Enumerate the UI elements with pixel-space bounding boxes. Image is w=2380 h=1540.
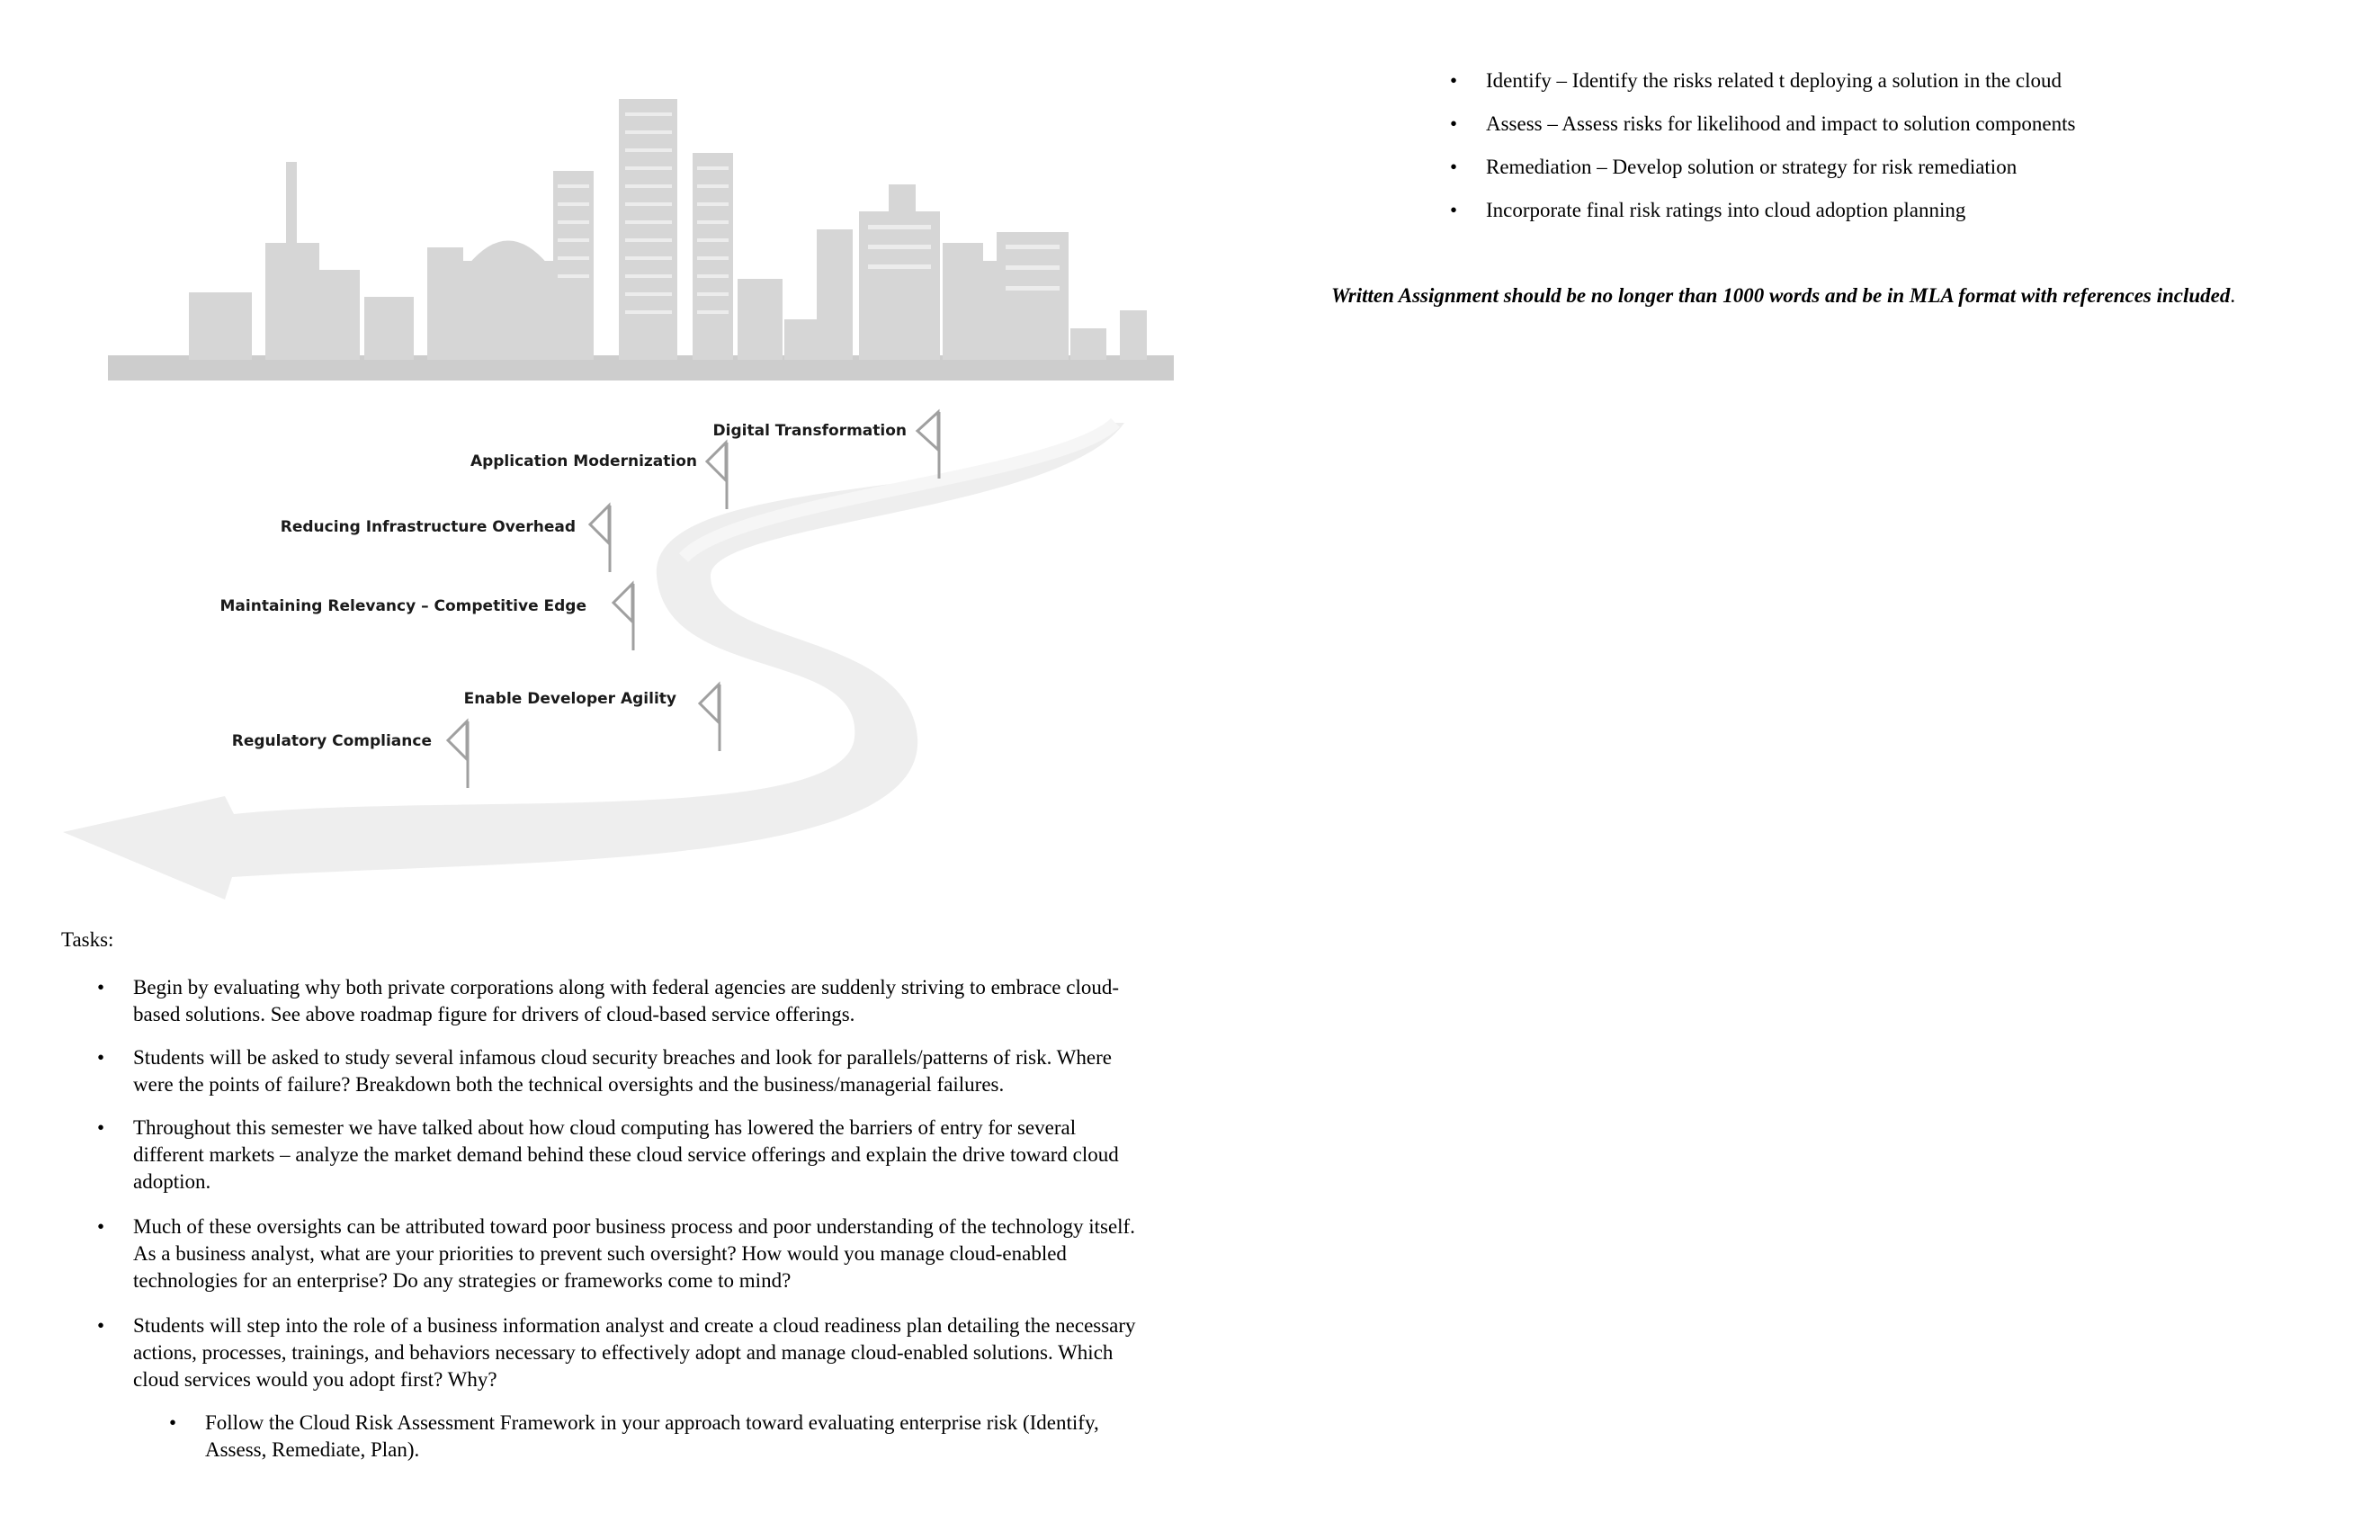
written-assignment-note-text: Written Assignment should be no longer than 1000 words and be in MLA format with references included	[1331, 284, 2231, 307]
task-item-text: Students will step into the role of a business information analyst and create a cloud readiness plan detailing the necessary actions, processes, trainings, and behaviors necessary to effectively adopt and manage cloud-enabled solutions. Which cloud services would you adopt first? Why?	[133, 1314, 1136, 1391]
flag-enable-developer-agility: Enable Developer Agility	[463, 690, 676, 708]
framework-item-text: Assess – Assess risks for likelihood and impact to solution components	[1486, 112, 2076, 135]
framework-item-text: Incorporate final risk ratings into cloud adoption planning	[1486, 199, 1966, 221]
task-item-2	[97, 1044, 1141, 1098]
bullet-icon: •	[97, 1314, 105, 1337]
bullet-icon: •	[169, 1411, 177, 1434]
flag-digital-transformation: Digital Transformation	[712, 422, 907, 440]
bullet-icon: •	[1450, 69, 1458, 92]
task-item-3	[97, 1115, 1141, 1195]
winding-road	[63, 423, 1124, 900]
task-item-text: Much of these oversights can be attributed toward poor business process and poor understanding of the technology itself. As a business analyst, what are your priorities to prevent such oversight? How would you manage cloud-enabled technologies for an enterprise? Do any strategies or frameworks come to mind?	[133, 1215, 1135, 1292]
framework-item-assess	[1450, 111, 2349, 138]
flag-maintaining-relevancy: Maintaining Relevancy – Competitive Edge	[219, 597, 586, 615]
bullet-icon: •	[1450, 112, 1458, 135]
bullet-icon: •	[1450, 156, 1458, 178]
task-item-text: Throughout this semester we have talked about how cloud computing has lowered the barriers of entry for several different markets – analyze the market demand behind these cloud service offerings and explain the drive toward cloud adoption.	[133, 1116, 1119, 1193]
flag-application-modernization: Application Modernization	[470, 452, 697, 470]
framework-item-text: Remediation – Develop solution or strategy for risk remediation	[1486, 156, 2018, 178]
bullet-icon: •	[97, 1116, 105, 1139]
roadmap-illustration	[0, 0, 1205, 945]
task-item-4	[97, 1213, 1141, 1294]
framework-item-text: Identify – Identify the risks related t deploying a solution in the cloud	[1486, 69, 2062, 92]
task-item-5	[97, 1312, 1141, 1393]
bullet-icon: •	[97, 976, 105, 998]
task-sub-item	[169, 1410, 1141, 1464]
flag-reducing-infrastructure-overhead: Reducing Infrastructure Overhead	[280, 518, 576, 536]
tasks-heading: Tasks:	[61, 928, 114, 951]
framework-item-remediation	[1450, 154, 2349, 181]
task-item-text: Begin by evaluating why both private corporations along with federal agencies are suddenly striving to embrace cloud-based solutions. See above roadmap figure for drivers of cloud-based service offerings.	[133, 976, 1119, 1025]
framework-item-incorporate	[1450, 197, 2349, 224]
framework-item-identify	[1450, 67, 2349, 94]
task-item-text: Students will be asked to study several infamous cloud security breaches and look for parallels/patterns of risk. Where were the points of failure? Breakdown both the technical oversights and the business/managerial failures.	[133, 1046, 1112, 1096]
written-assignment-note: Written Assignment should be no longer than 1000 words and be in MLA format with references included.	[1331, 284, 2236, 307]
bullet-icon: •	[97, 1046, 105, 1069]
bullet-icon: •	[97, 1215, 105, 1238]
flag-regulatory-compliance: Regulatory Compliance	[231, 732, 432, 750]
task-item-1	[97, 974, 1141, 1028]
bullet-icon: •	[1450, 199, 1458, 221]
task-sub-item-text: Follow the Cloud Risk Assessment Framework in your approach toward evaluating enterprise risk (Identify, Assess, Remediate, Plan).	[205, 1411, 1099, 1461]
